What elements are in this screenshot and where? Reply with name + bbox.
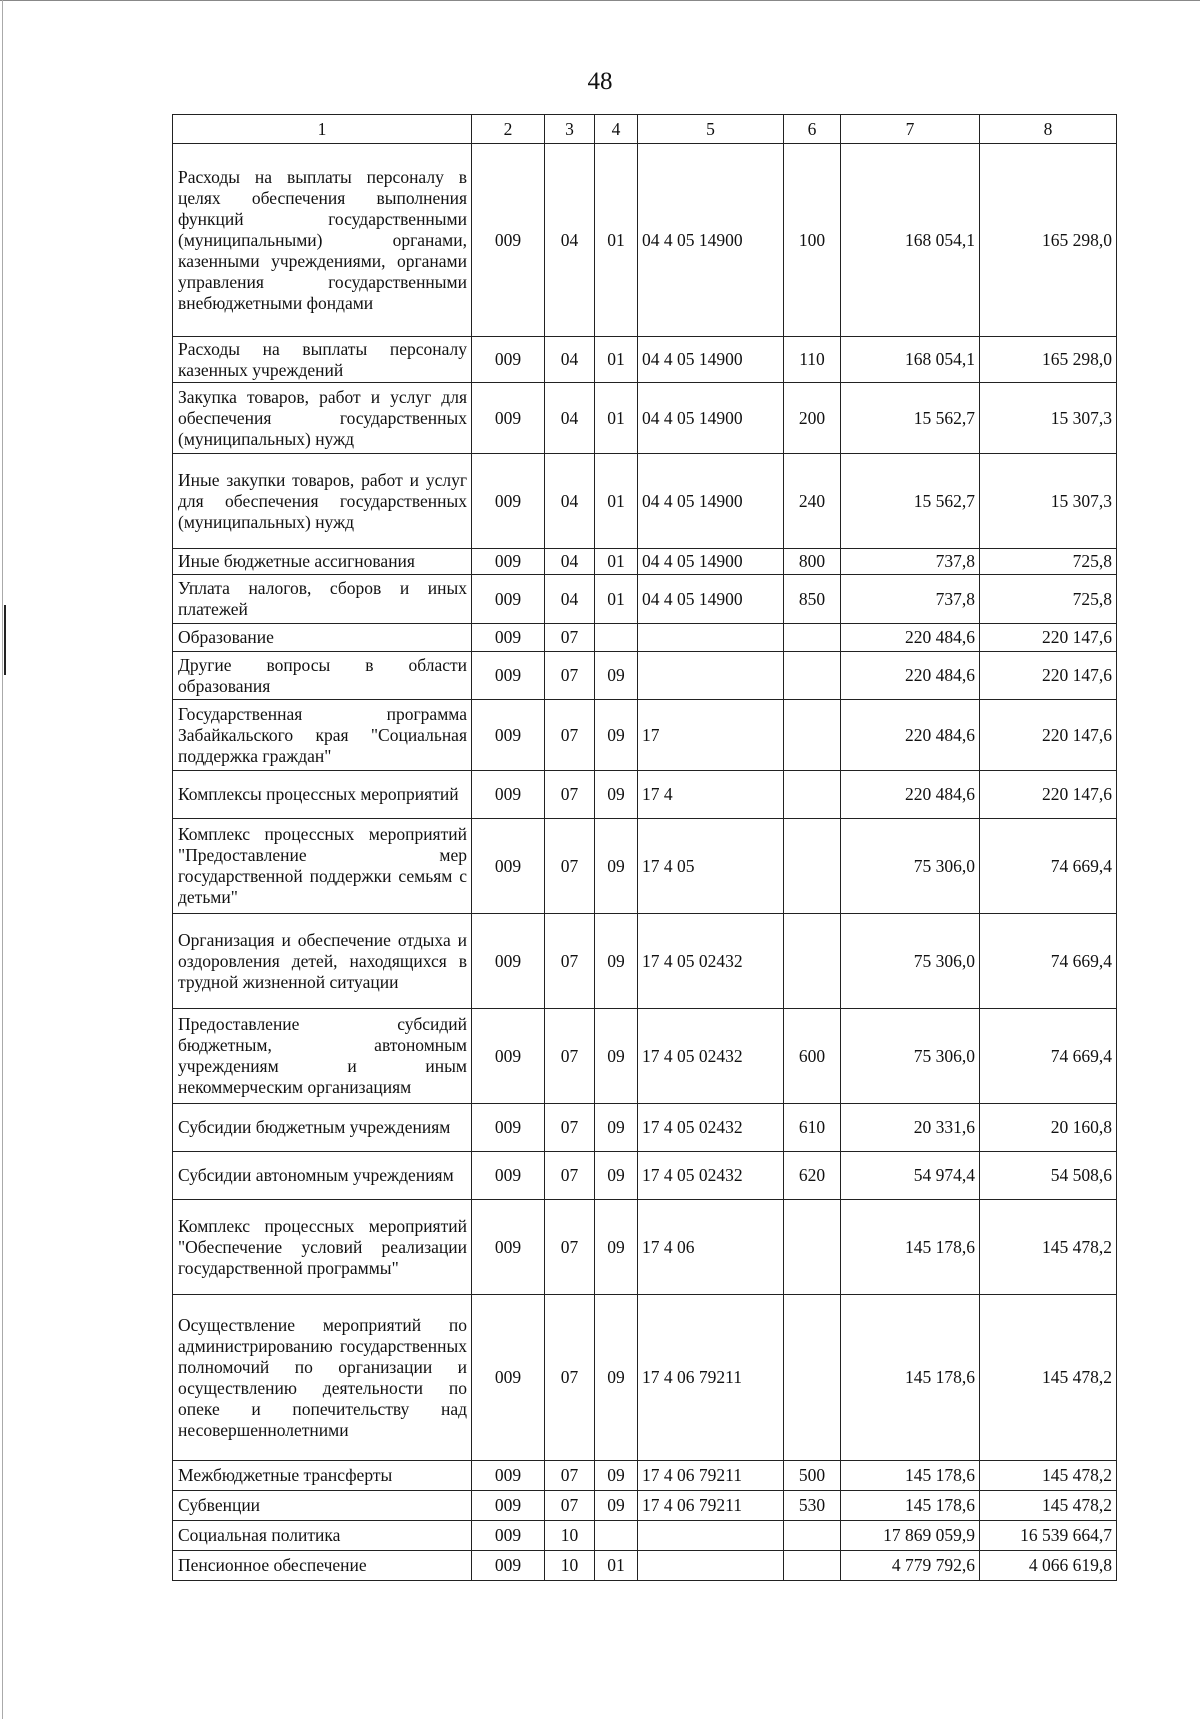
page-number: 48	[587, 68, 613, 95]
column-header: 7	[841, 115, 980, 144]
cell-amount-2: 220 147,6	[980, 700, 1117, 771]
cell-target-item	[638, 624, 784, 652]
scan-edge-left	[2, 0, 3, 1719]
column-header: 4	[595, 115, 638, 144]
cell-amount-1: 15 562,7	[841, 383, 980, 454]
cell-subsection-code: 09	[595, 700, 638, 771]
row-name: Комплексы процессных мероприятий	[173, 771, 472, 819]
cell-section-code: 07	[545, 1104, 595, 1152]
column-header: 3	[545, 115, 595, 144]
cell-subsection-code: 01	[595, 383, 638, 454]
cell-target-item	[638, 1551, 784, 1581]
cell-section-code: 07	[545, 1491, 595, 1521]
table-header-row	[173, 115, 1117, 144]
row-name: Расходы на выплаты персоналу в целях обеспечения выполнения функций государственными (муниципальными) органами, казенными учреждениями, органами управления государственными внебюджетными фондами	[173, 144, 472, 337]
table-row	[173, 144, 1117, 337]
cell-section-code: 07	[545, 1200, 595, 1295]
cell-ministry-code: 009	[472, 1521, 545, 1551]
cell-ministry-code: 009	[472, 819, 545, 914]
cell-amount-1: 145 178,6	[841, 1491, 980, 1521]
cell-amount-1: 168 054,1	[841, 144, 980, 337]
scan-edge-top	[0, 0, 1200, 4]
cell-amount-1: 737,8	[841, 575, 980, 624]
cell-ministry-code: 009	[472, 1295, 545, 1461]
cell-target-item: 04 4 05 14900	[638, 575, 784, 624]
column-header: 8	[980, 115, 1117, 144]
table-row	[173, 1521, 1117, 1551]
cell-ministry-code: 009	[472, 1491, 545, 1521]
cell-amount-1: 75 306,0	[841, 1009, 980, 1104]
cell-ministry-code: 009	[472, 914, 545, 1009]
cell-target-item: 04 4 05 14900	[638, 383, 784, 454]
cell-amount-1: 145 178,6	[841, 1461, 980, 1491]
cell-target-item: 17 4	[638, 771, 784, 819]
cell-amount-2: 145 478,2	[980, 1295, 1117, 1461]
cell-amount-2: 220 147,6	[980, 652, 1117, 700]
cell-expense-type: 530	[784, 1491, 841, 1521]
cell-subsection-code	[595, 624, 638, 652]
cell-target-item: 17 4 06 79211	[638, 1491, 784, 1521]
cell-section-code: 07	[545, 700, 595, 771]
row-name: Другие вопросы в области образования	[173, 652, 472, 700]
cell-amount-2: 16 539 664,7	[980, 1521, 1117, 1551]
cell-amount-1: 54 974,4	[841, 1152, 980, 1200]
cell-subsection-code: 01	[595, 144, 638, 337]
cell-target-item: 04 4 05 14900	[638, 144, 784, 337]
cell-expense-type	[784, 1295, 841, 1461]
cell-expense-type: 800	[784, 549, 841, 575]
row-name: Государственная программа Забайкальского края "Социальная поддержка граждан"	[173, 700, 472, 771]
table-row	[173, 549, 1117, 575]
cell-subsection-code: 09	[595, 1295, 638, 1461]
table-row	[173, 914, 1117, 1009]
cell-section-code: 07	[545, 771, 595, 819]
cell-expense-type	[784, 819, 841, 914]
table-row	[173, 624, 1117, 652]
cell-section-code: 04	[545, 454, 595, 549]
cell-section-code: 10	[545, 1521, 595, 1551]
cell-ministry-code: 009	[472, 144, 545, 337]
cell-expense-type	[784, 652, 841, 700]
cell-section-code: 07	[545, 652, 595, 700]
row-name: Субсидии автономным учреждениям	[173, 1152, 472, 1200]
row-name: Межбюджетные трансферты	[173, 1461, 472, 1491]
cell-amount-1: 75 306,0	[841, 819, 980, 914]
cell-ministry-code: 009	[472, 1152, 545, 1200]
table-row	[173, 819, 1117, 914]
cell-amount-1: 220 484,6	[841, 700, 980, 771]
cell-amount-2: 165 298,0	[980, 144, 1117, 337]
row-name: Иные бюджетные ассигнования	[173, 549, 472, 575]
cell-ministry-code: 009	[472, 652, 545, 700]
cell-amount-2: 725,8	[980, 575, 1117, 624]
row-name: Социальная политика	[173, 1521, 472, 1551]
cell-section-code: 10	[545, 1551, 595, 1581]
column-header: 2	[472, 115, 545, 144]
table-row	[173, 652, 1117, 700]
cell-expense-type	[784, 700, 841, 771]
cell-expense-type: 850	[784, 575, 841, 624]
cell-expense-type: 200	[784, 383, 841, 454]
cell-target-item: 17 4 05 02432	[638, 914, 784, 1009]
cell-amount-1: 145 178,6	[841, 1200, 980, 1295]
column-header: 5	[638, 115, 784, 144]
cell-section-code: 07	[545, 624, 595, 652]
cell-subsection-code: 09	[595, 1009, 638, 1104]
table-row	[173, 1491, 1117, 1521]
cell-subsection-code: 01	[595, 337, 638, 383]
cell-target-item: 17 4 05 02432	[638, 1152, 784, 1200]
row-name: Осуществление мероприятий по администрированию государственных полномочий по организации и осуществлению деятельности по опеке и попечительству над несовершеннолетними	[173, 1295, 472, 1461]
table-row	[173, 1200, 1117, 1295]
cell-amount-1: 75 306,0	[841, 914, 980, 1009]
cell-subsection-code	[595, 1521, 638, 1551]
cell-target-item: 17 4 06	[638, 1200, 784, 1295]
cell-expense-type: 110	[784, 337, 841, 383]
cell-subsection-code: 09	[595, 1491, 638, 1521]
cell-amount-1: 220 484,6	[841, 771, 980, 819]
cell-amount-2: 74 669,4	[980, 1009, 1117, 1104]
cell-ministry-code: 009	[472, 549, 545, 575]
cell-expense-type: 620	[784, 1152, 841, 1200]
cell-ministry-code: 009	[472, 624, 545, 652]
cell-amount-1: 145 178,6	[841, 1295, 980, 1461]
cell-target-item: 04 4 05 14900	[638, 454, 784, 549]
cell-amount-1: 17 869 059,9	[841, 1521, 980, 1551]
cell-expense-type	[784, 914, 841, 1009]
cell-section-code: 04	[545, 575, 595, 624]
cell-subsection-code: 09	[595, 914, 638, 1009]
cell-section-code: 04	[545, 549, 595, 575]
table-row	[173, 700, 1117, 771]
table-row	[173, 1104, 1117, 1152]
cell-section-code: 07	[545, 1009, 595, 1104]
cell-section-code: 04	[545, 144, 595, 337]
table-row	[173, 1461, 1117, 1491]
cell-amount-1: 20 331,6	[841, 1104, 980, 1152]
cell-expense-type	[784, 624, 841, 652]
cell-target-item: 17 4 05 02432	[638, 1009, 784, 1104]
scan-mark	[4, 605, 6, 675]
cell-target-item: 04 4 05 14900	[638, 337, 784, 383]
cell-subsection-code: 09	[595, 819, 638, 914]
cell-expense-type: 240	[784, 454, 841, 549]
cell-amount-1: 4 779 792,6	[841, 1551, 980, 1581]
row-name: Субвенции	[173, 1491, 472, 1521]
cell-amount-1: 168 054,1	[841, 337, 980, 383]
cell-target-item: 17 4 06 79211	[638, 1461, 784, 1491]
table-row	[173, 1152, 1117, 1200]
cell-amount-2: 220 147,6	[980, 771, 1117, 819]
row-name: Комплекс процессных мероприятий "Обеспечение условий реализации государственной программы"	[173, 1200, 472, 1295]
cell-ministry-code: 009	[472, 1551, 545, 1581]
row-name: Предоставление субсидий бюджетным, автономным учреждениям и иным некоммерческим организациям	[173, 1009, 472, 1104]
cell-subsection-code: 01	[595, 1551, 638, 1581]
table-row	[173, 337, 1117, 383]
cell-target-item: 17 4 06 79211	[638, 1295, 784, 1461]
cell-section-code: 07	[545, 1152, 595, 1200]
cell-amount-2: 145 478,2	[980, 1491, 1117, 1521]
table-row	[173, 771, 1117, 819]
cell-expense-type	[784, 1551, 841, 1581]
cell-amount-2: 20 160,8	[980, 1104, 1117, 1152]
cell-target-item: 17 4 05 02432	[638, 1104, 784, 1152]
row-name: Иные закупки товаров, работ и услуг для обеспечения государственных (муниципальных) нужд	[173, 454, 472, 549]
cell-section-code: 07	[545, 1461, 595, 1491]
cell-section-code: 07	[545, 819, 595, 914]
table-row	[173, 1551, 1117, 1581]
table-row	[173, 383, 1117, 454]
cell-amount-2: 54 508,6	[980, 1152, 1117, 1200]
cell-amount-2: 220 147,6	[980, 624, 1117, 652]
cell-subsection-code: 09	[595, 1152, 638, 1200]
cell-amount-2: 15 307,3	[980, 454, 1117, 549]
row-name: Уплата налогов, сборов и иных платежей	[173, 575, 472, 624]
cell-subsection-code: 09	[595, 1104, 638, 1152]
cell-subsection-code: 09	[595, 1461, 638, 1491]
cell-target-item: 17	[638, 700, 784, 771]
cell-expense-type: 610	[784, 1104, 841, 1152]
cell-ministry-code: 009	[472, 700, 545, 771]
cell-target-item: 17 4 05	[638, 819, 784, 914]
row-name: Организация и обеспечение отдыха и оздоровления детей, находящихся в трудной жизненной ситуации	[173, 914, 472, 1009]
cell-subsection-code: 09	[595, 1200, 638, 1295]
cell-amount-2: 165 298,0	[980, 337, 1117, 383]
row-name: Пенсионное обеспечение	[173, 1551, 472, 1581]
row-name: Расходы на выплаты персоналу казенных учреждений	[173, 337, 472, 383]
cell-subsection-code: 01	[595, 575, 638, 624]
row-name: Закупка товаров, работ и услуг для обеспечения государственных (муниципальных) нужд	[173, 383, 472, 454]
cell-amount-2: 145 478,2	[980, 1200, 1117, 1295]
cell-section-code: 07	[545, 1295, 595, 1461]
cell-subsection-code: 09	[595, 771, 638, 819]
cell-amount-1: 737,8	[841, 549, 980, 575]
cell-ministry-code: 009	[472, 1200, 545, 1295]
row-name: Субсидии бюджетным учреждениям	[173, 1104, 472, 1152]
cell-target-item	[638, 1521, 784, 1551]
column-header: 1	[173, 115, 472, 144]
cell-amount-1: 220 484,6	[841, 624, 980, 652]
table-row	[173, 1295, 1117, 1461]
cell-amount-2: 74 669,4	[980, 914, 1117, 1009]
cell-subsection-code: 01	[595, 454, 638, 549]
table-row	[173, 454, 1117, 549]
cell-ministry-code: 009	[472, 337, 545, 383]
cell-section-code: 04	[545, 337, 595, 383]
cell-amount-1: 220 484,6	[841, 652, 980, 700]
cell-amount-2: 74 669,4	[980, 819, 1117, 914]
cell-ministry-code: 009	[472, 454, 545, 549]
cell-target-item: 04 4 05 14900	[638, 549, 784, 575]
cell-section-code: 04	[545, 383, 595, 454]
table-row	[173, 1009, 1117, 1104]
cell-expense-type	[784, 1521, 841, 1551]
cell-expense-type	[784, 771, 841, 819]
cell-ministry-code: 009	[472, 1009, 545, 1104]
cell-target-item	[638, 652, 784, 700]
cell-expense-type: 600	[784, 1009, 841, 1104]
cell-ministry-code: 009	[472, 771, 545, 819]
cell-ministry-code: 009	[472, 1104, 545, 1152]
cell-ministry-code: 009	[472, 1461, 545, 1491]
cell-amount-2: 145 478,2	[980, 1461, 1117, 1491]
budget-table	[172, 114, 1117, 1581]
cell-amount-1: 15 562,7	[841, 454, 980, 549]
cell-amount-2: 725,8	[980, 549, 1117, 575]
cell-expense-type: 100	[784, 144, 841, 337]
cell-expense-type	[784, 1200, 841, 1295]
cell-subsection-code: 09	[595, 652, 638, 700]
table-row	[173, 575, 1117, 624]
cell-ministry-code: 009	[472, 383, 545, 454]
row-name: Образование	[173, 624, 472, 652]
cell-section-code: 07	[545, 914, 595, 1009]
cell-amount-2: 15 307,3	[980, 383, 1117, 454]
cell-subsection-code: 01	[595, 549, 638, 575]
column-header: 6	[784, 115, 841, 144]
cell-ministry-code: 009	[472, 575, 545, 624]
row-name: Комплекс процессных мероприятий "Предоставление мер государственной поддержки семьям с детьми"	[173, 819, 472, 914]
cell-amount-2: 4 066 619,8	[980, 1551, 1117, 1581]
cell-expense-type: 500	[784, 1461, 841, 1491]
